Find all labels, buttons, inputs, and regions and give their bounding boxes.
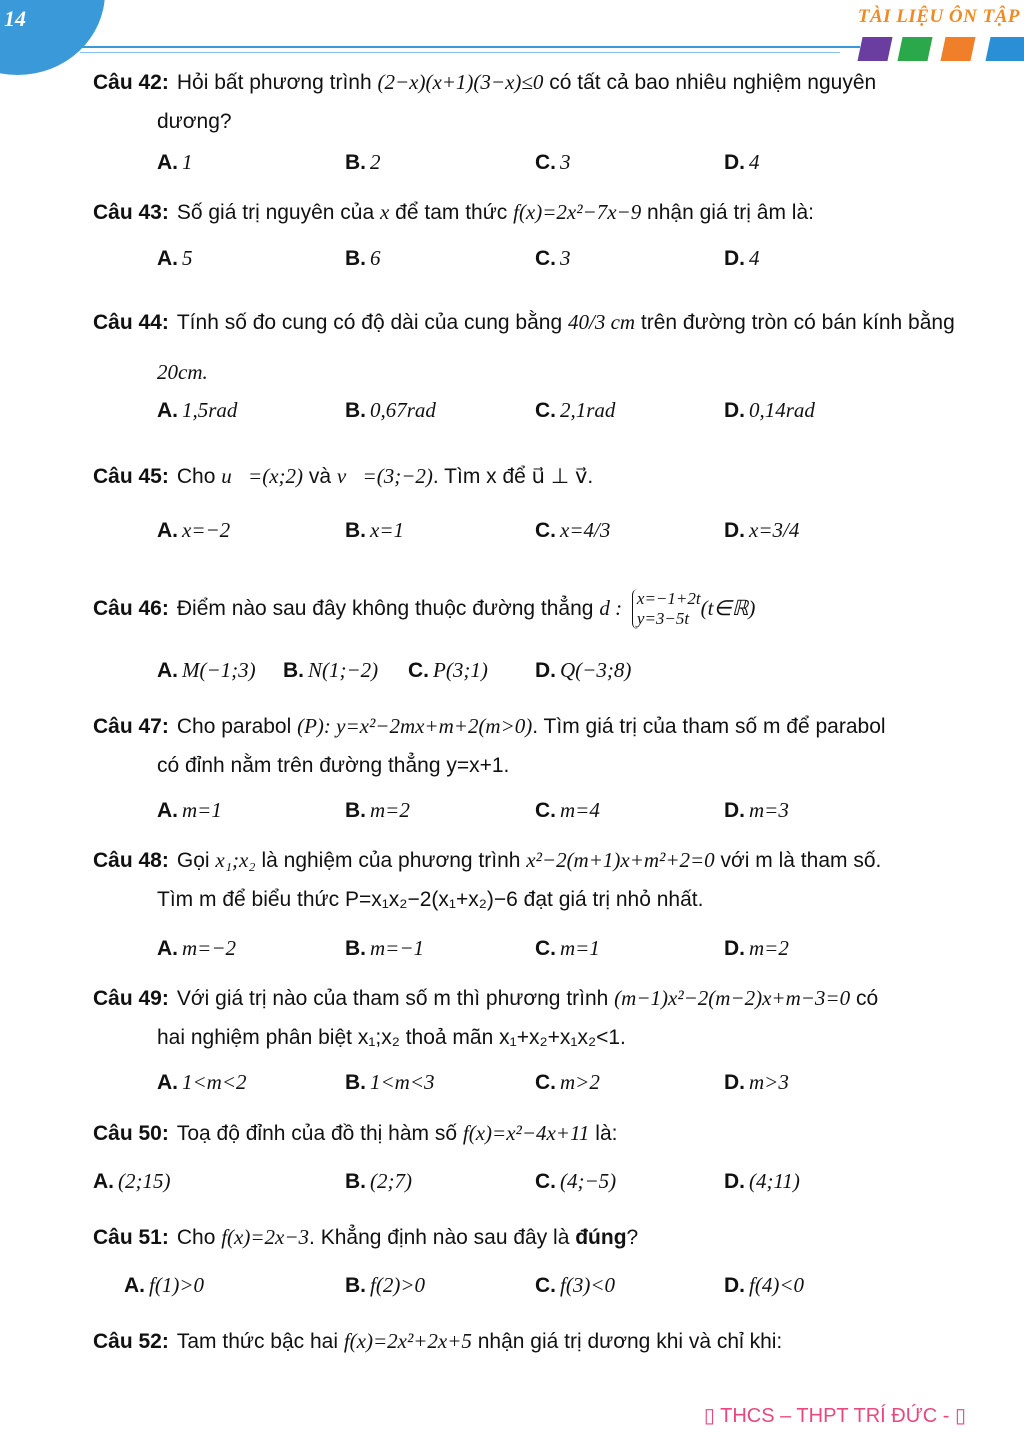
- option-value: 4: [749, 246, 760, 270]
- question-math: (P): y=x²−2mx+m+2(m>0): [297, 714, 533, 738]
- header-color-block-green: [897, 37, 932, 61]
- option-value: m>2: [560, 1070, 600, 1094]
- question-number: Câu 43:: [93, 201, 169, 224]
- option-value: m=2: [370, 798, 410, 822]
- option-label: A.: [157, 519, 178, 542]
- question-text: là:: [589, 1122, 618, 1145]
- question-42-continuation: dương?: [157, 110, 232, 133]
- option-value: 2,1rad: [560, 398, 616, 422]
- question-48: [93, 840, 966, 881]
- option-label: C.: [408, 659, 429, 682]
- question-math: f(x)=x²−4x+11: [462, 1121, 590, 1145]
- header-title: TÀI LIỆU ÔN TẬP: [857, 6, 1020, 27]
- question-text: Toạ độ đỉnh của đồ thị hàm số: [176, 1122, 463, 1145]
- option-label: D.: [724, 519, 745, 542]
- question-math: x²−2(m+1)x+m²+2=0: [526, 848, 715, 872]
- system-line-1: x=−1+2t: [636, 589, 701, 609]
- question-text: Gọi: [176, 849, 216, 872]
- question-49-continuation: hai nghiệm phân biệt x₁;x₂ thoả mãn x₁+x₂+x₁x₂<1.: [157, 1026, 626, 1049]
- option-42-c[interactable]: [535, 142, 571, 183]
- question-number: Câu 44:: [93, 311, 169, 334]
- option-label: B.: [283, 659, 304, 682]
- question-47: [93, 706, 966, 747]
- header-divider-thin: [80, 52, 840, 53]
- question-49: [93, 978, 966, 1019]
- option-51-a[interactable]: [124, 1265, 204, 1306]
- option-45-c[interactable]: [535, 510, 610, 551]
- question-text: có tất cả bao nhiêu nghiệm nguyên: [543, 71, 877, 94]
- option-49-a[interactable]: [157, 1062, 247, 1103]
- option-47-c[interactable]: [535, 790, 600, 831]
- question-math: d :: [599, 596, 623, 620]
- option-label: D.: [724, 1274, 745, 1297]
- option-value: x=−2: [182, 518, 231, 542]
- question-text: Tam thức bậc hai: [176, 1330, 344, 1353]
- option-49-d[interactable]: [724, 1062, 789, 1103]
- option-46-a[interactable]: [157, 650, 256, 691]
- option-label: D.: [724, 247, 745, 270]
- option-value: N(1;−2): [308, 658, 379, 682]
- option-value: M(−1;3): [182, 658, 256, 682]
- option-48-c[interactable]: [535, 928, 600, 969]
- question-math: f(x)=2x²−7x−9: [513, 200, 642, 224]
- option-label: D.: [724, 937, 745, 960]
- option-label: B.: [345, 1071, 366, 1094]
- option-label: B.: [345, 937, 366, 960]
- option-label: C.: [535, 937, 556, 960]
- option-45-a[interactable]: [157, 510, 230, 551]
- question-text: là nghiệm của phương trình: [255, 849, 527, 872]
- question-text: để tam thức: [389, 201, 514, 224]
- question-number: Câu 45:: [93, 465, 169, 488]
- option-42-b[interactable]: [345, 142, 381, 183]
- option-value: m=−2: [182, 936, 237, 960]
- question-math: (m−1)x²−2(m−2)x+m−3=0: [614, 986, 851, 1010]
- option-label: B.: [345, 1274, 366, 1297]
- option-label: D.: [724, 799, 745, 822]
- question-math: 40/3 cm: [567, 310, 636, 334]
- question-math: u⃗=(x;2): [221, 464, 304, 488]
- option-value: x=4/3: [560, 518, 611, 542]
- option-42-a[interactable]: [157, 142, 193, 183]
- option-value: f(4)<0: [749, 1273, 804, 1297]
- option-label: D.: [724, 399, 745, 422]
- option-value: x=3/4: [749, 518, 800, 542]
- option-label: B.: [345, 519, 366, 542]
- question-math: x₁;x₂: [215, 848, 256, 872]
- option-label: C.: [535, 1170, 556, 1193]
- option-value: 3: [560, 246, 571, 270]
- question-text: Số giá trị nguyên của: [176, 201, 380, 224]
- option-value: f(2)>0: [370, 1273, 425, 1297]
- option-47-d[interactable]: [724, 790, 789, 831]
- option-value: x=1: [370, 518, 404, 542]
- header-divider: [60, 46, 860, 48]
- option-value: m=2: [749, 936, 789, 960]
- option-label: A.: [157, 247, 178, 270]
- option-label: A.: [157, 799, 178, 822]
- option-value: (2;7): [370, 1169, 412, 1193]
- option-value: m=4: [560, 798, 600, 822]
- option-43-b[interactable]: [345, 238, 381, 279]
- question-44: [93, 302, 966, 343]
- option-value: 1: [182, 150, 193, 174]
- option-label: C.: [535, 399, 556, 422]
- option-value: (4;−5): [560, 1169, 617, 1193]
- option-value: m=3: [749, 798, 789, 822]
- question-text: và: [303, 465, 337, 488]
- option-label: B.: [345, 247, 366, 270]
- option-value: 6: [370, 246, 381, 270]
- option-50-a[interactable]: [93, 1161, 170, 1202]
- option-label: A.: [124, 1274, 145, 1297]
- question-46: [93, 588, 966, 629]
- header-color-block-purple: [857, 37, 892, 61]
- option-45-b[interactable]: [345, 510, 404, 551]
- question-text: trên đường tròn có bán kính bằng: [635, 311, 955, 334]
- page-number: 14: [4, 6, 26, 31]
- option-44-d[interactable]: [724, 390, 815, 431]
- option-50-c[interactable]: [535, 1161, 616, 1202]
- question-45: [93, 456, 966, 497]
- question-48-continuation: Tìm m để biểu thức P=x₁x₂−2(x₁+x₂)−6 đạt giá trị nhỏ nhất.: [157, 888, 704, 911]
- option-label: C.: [535, 799, 556, 822]
- option-label: A.: [157, 1071, 178, 1094]
- question-text: Tính số đo cung có độ dài của cung bằng: [176, 311, 568, 334]
- option-46-c[interactable]: [408, 650, 488, 691]
- option-label: D.: [724, 151, 745, 174]
- option-label: C.: [535, 1071, 556, 1094]
- question-math: 20cm.: [157, 360, 208, 384]
- question-text: Điểm nào sau đây không thuộc đường thẳng: [176, 597, 600, 620]
- option-label: D.: [724, 1170, 745, 1193]
- question-math: x: [380, 200, 390, 224]
- option-45-d[interactable]: [724, 510, 799, 551]
- option-label: A.: [93, 1170, 114, 1193]
- option-value: 2: [370, 150, 381, 174]
- option-label: B.: [345, 799, 366, 822]
- question-number: Câu 48:: [93, 849, 169, 872]
- option-label: C.: [535, 247, 556, 270]
- option-value: f(1)>0: [149, 1273, 204, 1297]
- option-48-a[interactable]: [157, 928, 236, 969]
- option-label: A.: [157, 399, 178, 422]
- system-line-2: y=3−5t: [636, 609, 690, 629]
- question-42: [93, 62, 966, 103]
- equation-system: [632, 589, 701, 629]
- option-48-d[interactable]: [724, 928, 789, 969]
- question-number: Câu 46:: [93, 597, 169, 620]
- question-text: với m là tham số.: [714, 849, 882, 872]
- option-50-d[interactable]: [724, 1161, 800, 1202]
- option-value: f(3)<0: [560, 1273, 615, 1297]
- option-label: D.: [724, 1071, 745, 1094]
- header-color-block-orange: [940, 37, 975, 61]
- option-47-a[interactable]: [157, 790, 222, 831]
- question-number: Câu 52:: [93, 1330, 169, 1353]
- question-math: f(x)=2x²+2x+5: [343, 1329, 472, 1353]
- question-number: Câu 47:: [93, 715, 169, 738]
- option-51-c[interactable]: [535, 1265, 615, 1306]
- question-text: nhận giá trị dương khi và chỉ khi:: [471, 1330, 783, 1353]
- option-43-a[interactable]: [157, 238, 193, 279]
- option-value: 4: [749, 150, 760, 174]
- question-text: Cho parabol: [176, 715, 298, 738]
- option-label: A.: [157, 151, 178, 174]
- question-text: Cho: [176, 465, 222, 488]
- option-value: 5: [182, 246, 193, 270]
- option-label: B.: [345, 1170, 366, 1193]
- question-math: f(x)=2x−3: [221, 1225, 310, 1249]
- option-value: m=1: [560, 936, 600, 960]
- question-43: [93, 192, 966, 233]
- option-43-c[interactable]: [535, 238, 571, 279]
- option-44-c[interactable]: [535, 390, 615, 431]
- option-51-d[interactable]: [724, 1265, 804, 1306]
- option-label: C.: [535, 151, 556, 174]
- option-label: D.: [535, 659, 556, 682]
- question-math: (t∈ℝ): [700, 596, 756, 620]
- option-value: 1,5rad: [182, 398, 238, 422]
- option-label: A.: [157, 659, 178, 682]
- option-value: (2;15): [118, 1169, 171, 1193]
- option-43-d[interactable]: [724, 238, 760, 279]
- option-44-a[interactable]: [157, 390, 237, 431]
- question-emphasis: đúng: [575, 1226, 627, 1249]
- footer-school-name: ▯ THCS – THPT TRÍ ĐỨC - ▯: [703, 1405, 966, 1427]
- option-42-d[interactable]: [724, 142, 760, 183]
- question-50: [93, 1113, 966, 1154]
- option-label: B.: [345, 151, 366, 174]
- option-value: P(3;1): [433, 658, 488, 682]
- question-number: Câu 49:: [93, 987, 169, 1010]
- option-value: 1<m<2: [182, 1070, 247, 1094]
- option-value: m=1: [182, 798, 222, 822]
- question-47-continuation: có đỉnh nằm trên đường thẳng y=x+1.: [157, 754, 510, 777]
- question-math: v⃗=(3;−2): [336, 464, 433, 488]
- question-44-continuation: [157, 352, 966, 393]
- option-value: 0,14rad: [749, 398, 815, 422]
- question-math: (2−x)(x+1)(3−x)≤0: [377, 70, 544, 94]
- option-label: C.: [535, 1274, 556, 1297]
- option-value: 1<m<3: [370, 1070, 435, 1094]
- question-number: Câu 51:: [93, 1226, 169, 1249]
- option-value: 0,67rad: [370, 398, 436, 422]
- option-49-c[interactable]: [535, 1062, 600, 1103]
- option-value: Q(−3;8): [560, 658, 632, 682]
- option-value: m=−1: [370, 936, 425, 960]
- question-51: [93, 1217, 966, 1258]
- header-color-block-blue: [985, 37, 1024, 61]
- option-50-b[interactable]: [345, 1161, 412, 1202]
- option-48-b[interactable]: [345, 928, 424, 969]
- option-value: (4;11): [749, 1169, 800, 1193]
- option-46-d[interactable]: [535, 650, 631, 691]
- question-text: ?: [626, 1226, 639, 1249]
- option-label: C.: [535, 519, 556, 542]
- option-value: m>3: [749, 1070, 789, 1094]
- question-text: . Tìm giá trị của tham số m để parabol: [532, 715, 886, 738]
- question-number: Câu 50:: [93, 1122, 169, 1145]
- option-value: 3: [560, 150, 571, 174]
- option-label: A.: [157, 937, 178, 960]
- question-text: . Khẳng định nào sau đây là: [309, 1226, 576, 1249]
- option-47-b[interactable]: [345, 790, 410, 831]
- question-text: . Tìm x để u⃗ ⊥ v⃗.: [432, 465, 594, 488]
- question-text: Hỏi bất phương trình: [176, 71, 378, 94]
- option-51-b[interactable]: [345, 1265, 425, 1306]
- question-text: nhận giá trị âm là:: [641, 201, 814, 224]
- question-number: Câu 42:: [93, 71, 169, 94]
- option-44-b[interactable]: [345, 390, 436, 431]
- option-49-b[interactable]: [345, 1062, 435, 1103]
- question-52: [93, 1321, 966, 1362]
- option-label: B.: [345, 399, 366, 422]
- question-text: có: [850, 987, 879, 1010]
- question-text: Với giá trị nào của tham số m thì phương trình: [176, 987, 615, 1010]
- question-text: Cho: [176, 1226, 222, 1249]
- option-46-b[interactable]: [283, 650, 378, 691]
